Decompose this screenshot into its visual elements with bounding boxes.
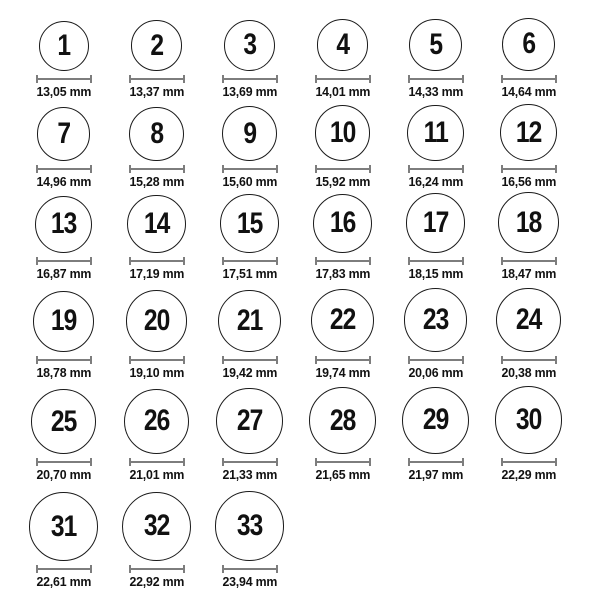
ring-size-number: 19 (50, 304, 77, 338)
ring-circle (409, 19, 461, 71)
ring-size-cell (389, 282, 482, 381)
ring-size-number: 26 (143, 404, 170, 438)
diameter-dimension-line (408, 75, 464, 83)
ring-circle (222, 106, 277, 161)
dimension-tick-right-icon (183, 565, 185, 573)
ring-circle (496, 288, 560, 352)
ring-circle (37, 107, 91, 161)
diameter-dimension-line (129, 458, 185, 466)
ring-circle (218, 290, 280, 352)
dimension-tick-right-icon (90, 356, 92, 364)
diameter-label: 21,33 mm (222, 467, 277, 482)
dimension-rule (317, 260, 369, 262)
ring-circle (315, 105, 371, 161)
dimension-rule (410, 461, 462, 463)
diameter-label: 21,65 mm (315, 467, 370, 482)
dimension-tick-right-icon (183, 356, 185, 364)
diameter-dimension-line (129, 165, 185, 173)
diameter-label: 14,33 mm (408, 84, 463, 99)
ring-circle (224, 20, 275, 71)
ring-circle (309, 387, 376, 454)
diameter-label: 22,61 mm (36, 574, 91, 589)
ring-size-cell (389, 190, 482, 282)
dimension-tick-right-icon (555, 165, 557, 173)
ring-size-cell (110, 483, 203, 590)
dimension-tick-right-icon (555, 356, 557, 364)
ring-size-cell (17, 483, 110, 590)
ring-size-cell (296, 8, 389, 100)
ring-circle (124, 389, 190, 455)
ring-circle (33, 291, 94, 352)
diameter-label: 23,94 mm (222, 574, 277, 589)
dimension-rule (38, 78, 90, 80)
diameter-label: 17,19 mm (129, 266, 184, 281)
diameter-dimension-line (129, 565, 185, 573)
ring-size-cell (203, 190, 296, 282)
ring-size-cell (389, 381, 482, 483)
ring-size-number: 17 (422, 206, 449, 240)
ring-size-cell (482, 8, 575, 100)
ring-size-number: 33 (236, 509, 263, 543)
ring-size-cell (296, 100, 389, 190)
ring-circle (131, 20, 182, 71)
dimension-rule (224, 461, 276, 463)
diameter-dimension-line (36, 75, 92, 83)
dimension-rule (38, 359, 90, 361)
dimension-rule (503, 260, 555, 262)
diameter-label: 14,96 mm (36, 174, 91, 189)
ring-circle (317, 19, 369, 71)
ring-size-number: 1 (57, 29, 70, 62)
ring-circle (404, 288, 468, 352)
ring-size-cell (110, 190, 203, 282)
ring-size-cell (17, 381, 110, 483)
ring-size-cell (110, 282, 203, 381)
dimension-rule (410, 78, 462, 80)
ring-size-number: 21 (236, 303, 263, 337)
dimension-rule (503, 78, 555, 80)
diameter-label: 15,92 mm (315, 174, 370, 189)
dimension-tick-right-icon (90, 458, 92, 466)
ring-size-cell (389, 8, 482, 100)
diameter-dimension-line (315, 75, 371, 83)
ring-size-number: 2 (150, 28, 163, 62)
dimension-rule (317, 359, 369, 361)
diameter-label: 19,74 mm (315, 365, 370, 380)
diameter-label: 17,83 mm (315, 266, 370, 281)
diameter-label: 19,10 mm (129, 365, 184, 380)
ring-circle (129, 107, 183, 161)
dimension-tick-right-icon (276, 565, 278, 573)
dimension-rule (224, 260, 276, 262)
ring-size-cell (17, 8, 110, 100)
diameter-dimension-line (315, 458, 371, 466)
ring-circle (407, 105, 463, 161)
dimension-tick-right-icon (183, 458, 185, 466)
dimension-tick-right-icon (183, 75, 185, 83)
dimension-tick-right-icon (183, 165, 185, 173)
diameter-label: 13,05 mm (36, 84, 91, 99)
dimension-rule (38, 260, 90, 262)
dimension-tick-right-icon (462, 356, 464, 364)
diameter-dimension-line (222, 257, 278, 265)
ring-size-number: 25 (50, 404, 77, 438)
ring-size-number: 32 (143, 509, 170, 543)
ring-size-number: 18 (515, 205, 542, 239)
diameter-label: 18,78 mm (36, 365, 91, 380)
dimension-rule (317, 78, 369, 80)
diameter-dimension-line (408, 257, 464, 265)
dimension-rule (224, 568, 276, 570)
dimension-rule (503, 168, 555, 170)
ring-size-cell (17, 282, 110, 381)
ring-circle (35, 196, 92, 253)
dimension-tick-right-icon (555, 75, 557, 83)
diameter-label: 16,56 mm (501, 174, 556, 189)
diameter-dimension-line (501, 257, 557, 265)
diameter-label: 14,01 mm (315, 84, 370, 99)
dimension-rule (224, 78, 276, 80)
ring-circle (39, 21, 89, 71)
diameter-dimension-line (36, 257, 92, 265)
dimension-tick-right-icon (90, 565, 92, 573)
dimension-tick-right-icon (276, 458, 278, 466)
diameter-dimension-line (501, 458, 557, 466)
dimension-tick-right-icon (462, 257, 464, 265)
ring-size-number: 5 (429, 27, 442, 61)
ring-circle (311, 289, 374, 352)
dimension-tick-right-icon (276, 165, 278, 173)
dimension-rule (410, 168, 462, 170)
diameter-dimension-line (408, 165, 464, 173)
diameter-dimension-line (36, 458, 92, 466)
ring-circle (126, 290, 188, 352)
diameter-dimension-line (315, 356, 371, 364)
ring-size-number: 20 (143, 304, 170, 338)
diameter-dimension-line (129, 75, 185, 83)
ring-circle (313, 194, 372, 253)
ring-size-cell (296, 190, 389, 282)
dimension-rule (38, 168, 90, 170)
dimension-rule (224, 168, 276, 170)
dimension-tick-right-icon (369, 257, 371, 265)
ring-circle (495, 386, 563, 454)
dimension-tick-right-icon (462, 75, 464, 83)
ring-size-cell (203, 100, 296, 190)
diameter-label: 22,92 mm (129, 574, 184, 589)
ring-size-number: 22 (329, 303, 356, 337)
ring-size-number: 30 (515, 403, 542, 437)
dimension-tick-right-icon (276, 257, 278, 265)
diameter-dimension-line (222, 75, 278, 83)
ring-size-cell (17, 190, 110, 282)
ring-circle (127, 195, 185, 253)
ring-size-cell (296, 381, 389, 483)
ring-circle (216, 388, 282, 454)
dimension-tick-right-icon (369, 356, 371, 364)
diameter-label: 22,29 mm (501, 467, 556, 482)
ring-size-number: 9 (243, 116, 256, 150)
dimension-rule (38, 461, 90, 463)
diameter-label: 18,15 mm (408, 266, 463, 281)
ring-size-cell (482, 100, 575, 190)
ring-size-cell (203, 381, 296, 483)
dimension-tick-right-icon (90, 257, 92, 265)
ring-size-number: 23 (422, 303, 449, 337)
dimension-rule (131, 461, 183, 463)
ring-circle (498, 192, 559, 253)
diameter-label: 21,01 mm (129, 467, 184, 482)
dimension-tick-right-icon (555, 458, 557, 466)
ring-circle (406, 193, 466, 253)
ring-size-number: 24 (515, 302, 542, 336)
dimension-rule (131, 568, 183, 570)
diameter-label: 15,60 mm (222, 174, 277, 189)
ring-size-number: 10 (329, 116, 356, 150)
diameter-dimension-line (129, 257, 185, 265)
ring-circle (502, 18, 555, 71)
ring-size-number: 8 (150, 116, 163, 150)
dimension-tick-right-icon (462, 165, 464, 173)
ring-circle (402, 387, 469, 454)
diameter-label: 15,28 mm (129, 174, 184, 189)
diameter-dimension-line (36, 165, 92, 173)
ring-circle (122, 492, 191, 561)
dimension-rule (131, 78, 183, 80)
diameter-label: 17,51 mm (222, 266, 277, 281)
dimension-tick-right-icon (369, 165, 371, 173)
diameter-dimension-line (222, 356, 278, 364)
ring-circle (220, 194, 279, 253)
dimension-rule (410, 260, 462, 262)
ring-size-number: 16 (329, 206, 356, 240)
dimension-rule (131, 260, 183, 262)
diameter-dimension-line (315, 165, 371, 173)
ring-size-number: 7 (57, 117, 70, 151)
diameter-dimension-line (36, 356, 92, 364)
diameter-label: 13,69 mm (222, 84, 277, 99)
diameter-label: 20,38 mm (501, 365, 556, 380)
dimension-rule (224, 359, 276, 361)
diameter-label: 16,24 mm (408, 174, 463, 189)
dimension-tick-right-icon (276, 75, 278, 83)
ring-size-number: 3 (243, 28, 256, 62)
dimension-tick-right-icon (90, 165, 92, 173)
dimension-rule (131, 168, 183, 170)
ring-size-cell (296, 282, 389, 381)
ring-size-cell (203, 483, 296, 590)
ring-size-number: 13 (50, 207, 77, 241)
ring-circle (500, 104, 557, 161)
diameter-dimension-line (222, 458, 278, 466)
dimension-rule (317, 168, 369, 170)
ring-circle (215, 491, 285, 561)
diameter-label: 19,42 mm (222, 365, 277, 380)
diameter-dimension-line (408, 458, 464, 466)
ring-size-cell (389, 100, 482, 190)
diameter-dimension-line (129, 356, 185, 364)
dimension-rule (317, 461, 369, 463)
ring-size-number: 15 (236, 206, 263, 240)
dimension-rule (503, 461, 555, 463)
diameter-label: 21,97 mm (408, 467, 463, 482)
diameter-dimension-line (315, 257, 371, 265)
ring-circle (29, 492, 98, 561)
ring-size-cell (110, 100, 203, 190)
ring-size-cell (17, 100, 110, 190)
ring-size-number: 31 (50, 509, 77, 543)
ring-size-cell (203, 282, 296, 381)
dimension-rule (131, 359, 183, 361)
diameter-label: 18,47 mm (501, 266, 556, 281)
dimension-rule (410, 359, 462, 361)
ring-size-number: 14 (143, 206, 170, 240)
ring-size-number: 11 (423, 115, 448, 149)
dimension-tick-right-icon (90, 75, 92, 83)
dimension-rule (38, 568, 90, 570)
diameter-label: 20,06 mm (408, 365, 463, 380)
diameter-dimension-line (408, 356, 464, 364)
dimension-tick-right-icon (369, 458, 371, 466)
ring-size-number: 4 (336, 28, 349, 62)
ring-size-cell (110, 381, 203, 483)
diameter-label: 20,70 mm (36, 467, 91, 482)
dimension-tick-right-icon (555, 257, 557, 265)
diameter-label: 14,64 mm (501, 84, 556, 99)
diameter-label: 13,37 mm (129, 84, 184, 99)
dimension-tick-right-icon (369, 75, 371, 83)
ring-circle (31, 389, 96, 454)
diameter-dimension-line (222, 165, 278, 173)
diameter-dimension-line (36, 565, 92, 573)
ring-size-cell (110, 8, 203, 100)
diameter-dimension-line (501, 356, 557, 364)
ring-size-cell (203, 8, 296, 100)
dimension-tick-right-icon (276, 356, 278, 364)
ring-size-number: 12 (515, 115, 542, 149)
ring-size-number: 27 (236, 403, 263, 437)
ring-size-cell (482, 381, 575, 483)
diameter-label: 16,87 mm (36, 266, 91, 281)
dimension-tick-right-icon (183, 257, 185, 265)
ring-size-number: 29 (422, 403, 449, 437)
ring-size-number: 6 (522, 27, 535, 61)
dimension-rule (503, 359, 555, 361)
ring-size-number: 28 (329, 403, 356, 437)
ring-size-cell (482, 282, 575, 381)
ring-size-cell (482, 190, 575, 282)
diameter-dimension-line (501, 75, 557, 83)
diameter-dimension-line (501, 165, 557, 173)
dimension-tick-right-icon (462, 458, 464, 466)
diameter-dimension-line (222, 565, 278, 573)
